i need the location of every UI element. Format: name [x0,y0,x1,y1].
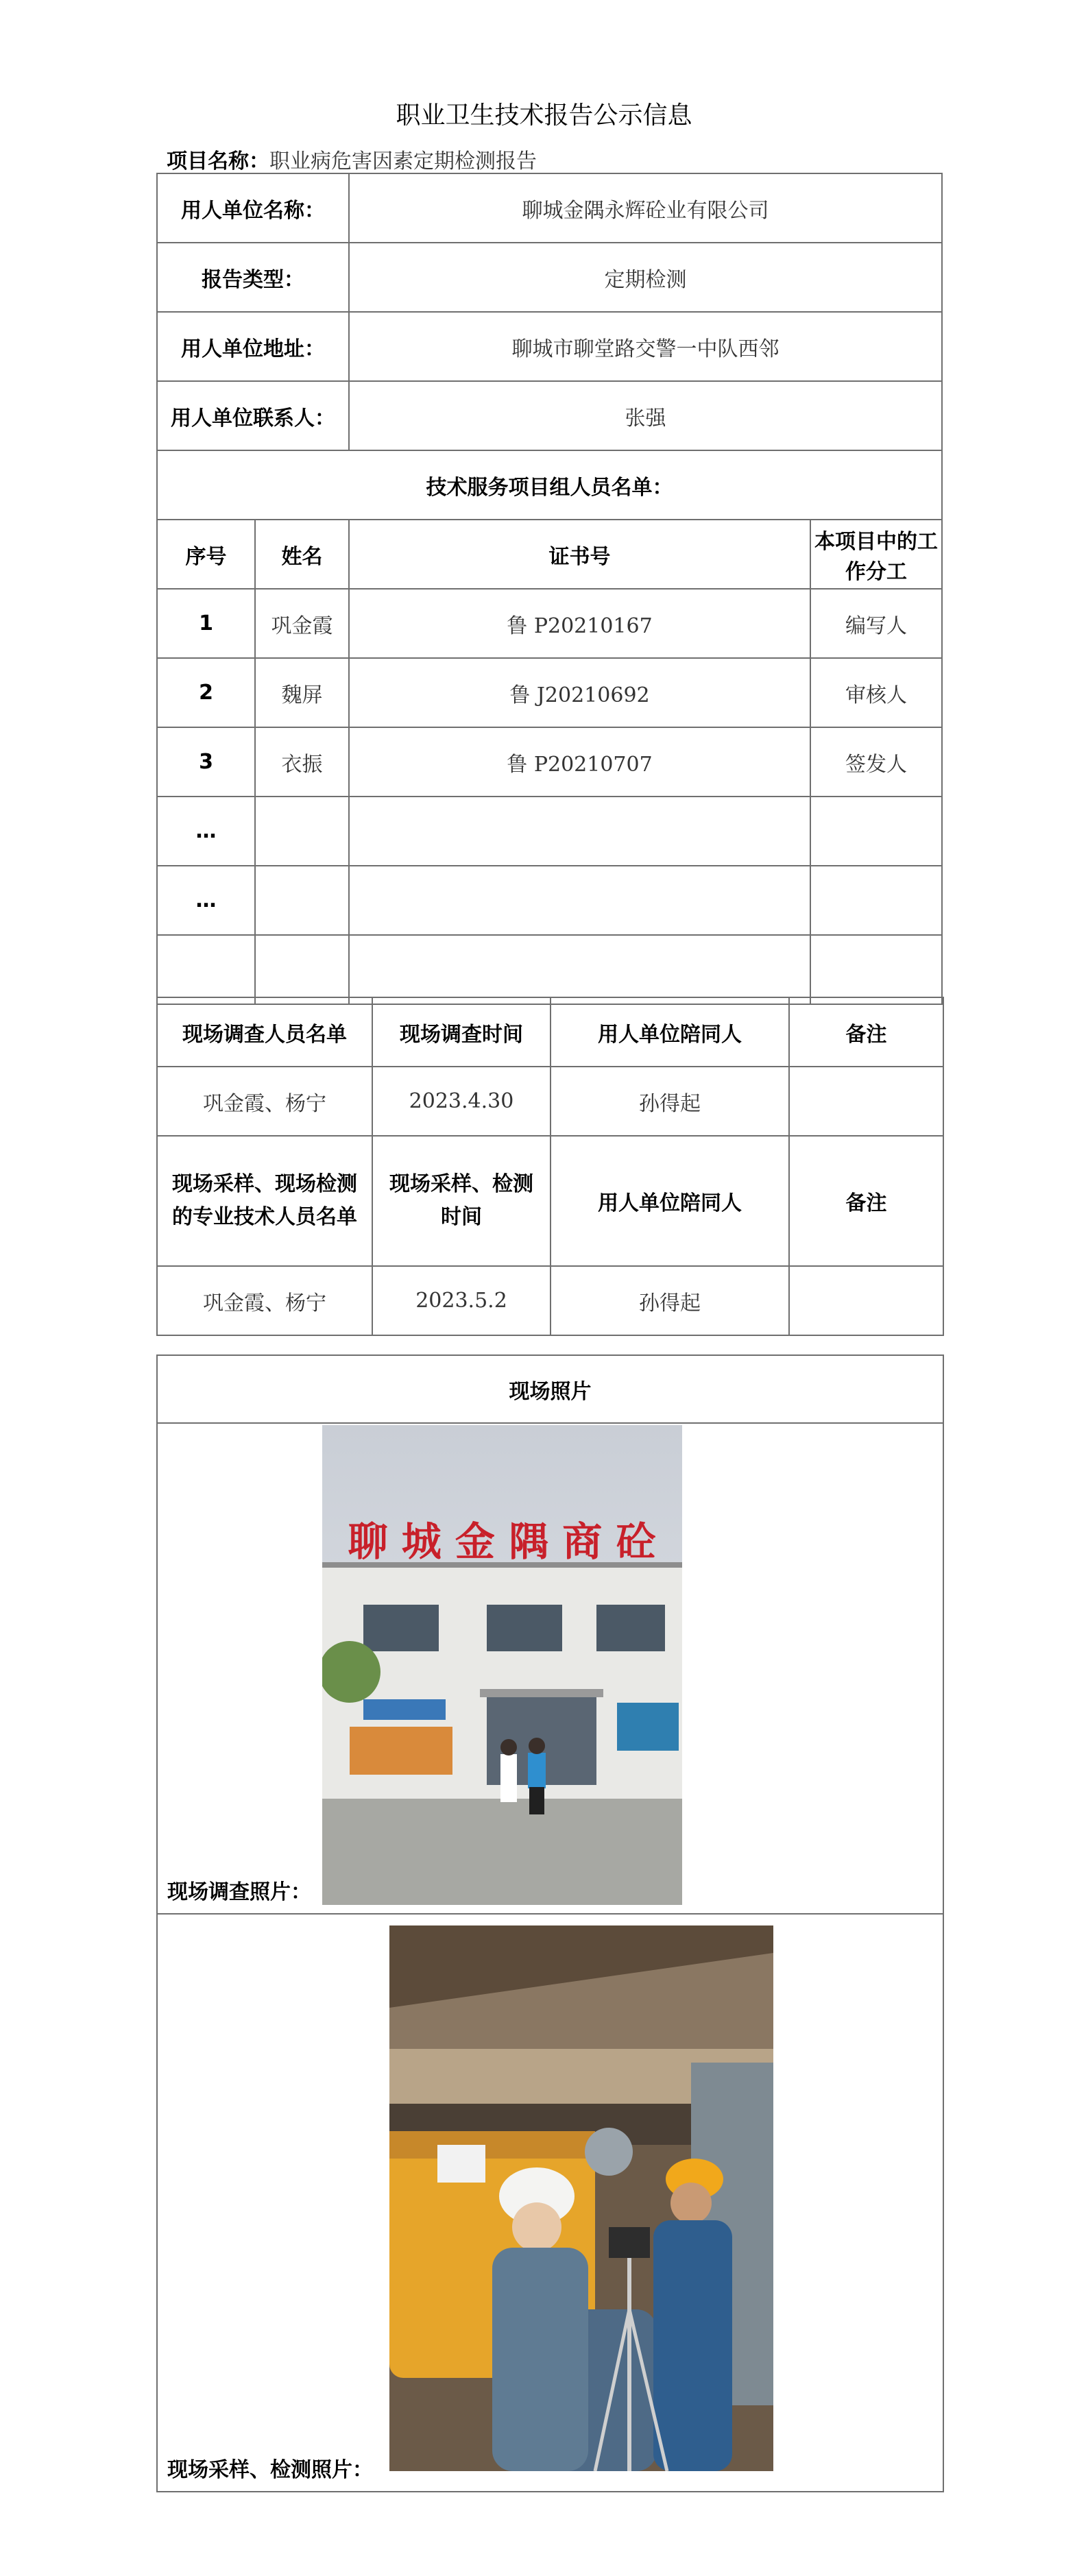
sampling-escort: 孙得起 [551,1266,789,1335]
team-cert: 鲁 P20210167 [349,589,810,658]
team-name: 魏屏 [255,658,349,727]
info-table [156,173,943,1005]
sampling-photo [389,1925,773,2471]
table-row [157,727,942,797]
team-cert [349,866,810,935]
employer-name: 聊城金隅永辉砼业有限公司 [349,173,942,243]
team-no: 1 [157,589,255,658]
sampling-header-remark: 备注 [789,1136,943,1266]
team-name [255,935,349,1004]
team-cert [349,797,810,866]
survey-photo-cell [157,1423,943,1914]
sampling-photo-label: 现场采样、检测照片： [167,2458,373,2482]
project-value: 职业病危害因素定期检测报告 [269,149,537,173]
team-header-role: 本项目中的工作分工 [810,520,942,589]
employer-address-label: 用人单位地址： [157,312,349,381]
team-header-name: 姓名 [255,520,349,589]
survey-header-time: 现场调查时间 [372,997,551,1067]
survey-staff: 巩金霞、杨宁 [157,1067,372,1136]
photos-heading: 现场照片 [157,1355,943,1423]
sampling-photo-cell [157,1914,943,2492]
report-type: 定期检测 [349,243,942,312]
sampling-header-staff: 现场采样、现场检测的专业技术人员名单 [157,1136,372,1266]
team-cert [349,935,810,1004]
team-no [157,935,255,1004]
survey-header-staff: 现场调查人员名单 [157,997,372,1067]
team-cert: 鲁 J20210692 [349,658,810,727]
team-role: 签发人 [810,727,942,797]
survey-time: 2023.4.30 [372,1067,551,1136]
team-header-cert: 证书号 [349,520,810,589]
survey-header-remark: 备注 [789,997,943,1067]
team-no: … [157,797,255,866]
employer-contact: 张强 [349,381,942,450]
team-role: 编写人 [810,589,942,658]
team-cert: 鲁 P20210707 [349,727,810,797]
page-title: 职业卫生技术报告公示信息 [396,101,692,130]
team-no: … [157,866,255,935]
employer-address: 聊城市聊堂路交警一中队西邻 [349,312,942,381]
survey-photo [322,1425,682,1905]
sampling-header-escort: 用人单位陪同人 [551,1136,789,1266]
photos-table [156,1354,944,2492]
project-line [167,144,537,174]
team-role [810,797,942,866]
table-row [157,658,942,727]
employer-name-label: 用人单位名称： [157,173,349,243]
team-no: 3 [157,727,255,797]
sampling-time: 2023.5.2 [372,1266,551,1335]
survey-photo-label: 现场调查照片： [167,1880,311,1904]
team-role [810,935,942,1004]
sampling-header-time: 现场采样、检测时间 [372,1136,551,1266]
team-role: 审核人 [810,658,942,727]
team-heading: 技术服务项目组人员名单： [157,450,942,520]
table-row [157,935,942,1004]
team-name: 巩金霞 [255,589,349,658]
team-name [255,797,349,866]
project-label: 项目名称： [167,149,269,173]
survey-remark [789,1067,943,1136]
team-name [255,866,349,935]
table-row [157,866,942,935]
table-row [157,589,942,658]
sampling-staff: 巩金霞、杨宁 [157,1266,372,1335]
survey-header-escort: 用人单位陪同人 [551,997,789,1067]
employer-contact-label: 用人单位联系人： [157,381,349,450]
table-row [157,797,942,866]
survey-table [156,997,944,1336]
team-header-no: 序号 [157,520,255,589]
sampling-remark [789,1266,943,1335]
team-no: 2 [157,658,255,727]
survey-escort: 孙得起 [551,1067,789,1136]
team-name: 衣振 [255,727,349,797]
team-role [810,866,942,935]
report-type-label: 报告类型： [157,243,349,312]
sign-text: 聊 城 金 隅 商 砼 [348,1518,656,1565]
